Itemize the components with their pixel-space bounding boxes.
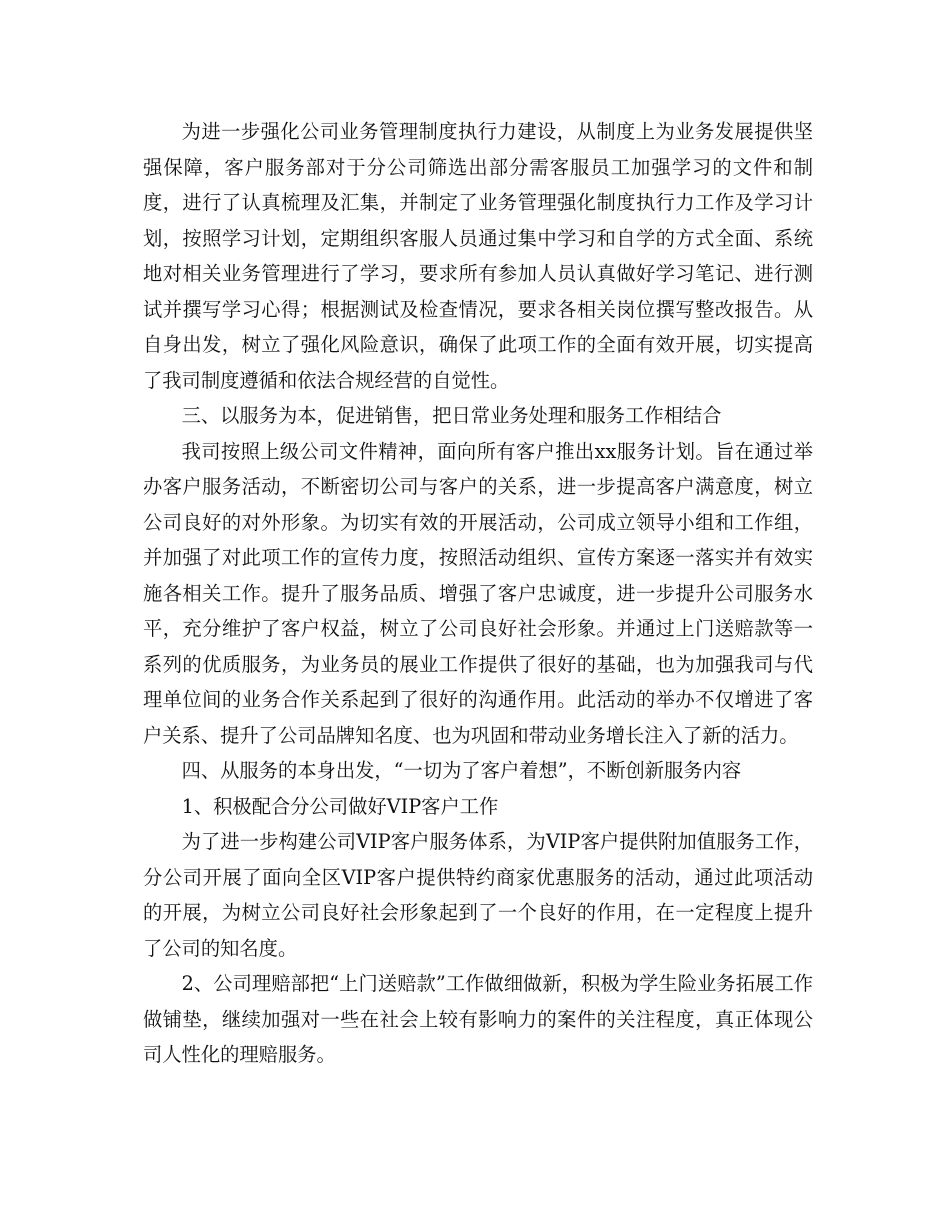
section-heading-three: 三、以服务为本，促进销售，把日常业务处理和服务工作相结合: [181, 404, 722, 427]
section-heading-four: 四、从服务的本身出发，“一切为了客户着想”，不断创新服务内容: [181, 759, 742, 782]
subheading-vip: 1、积极配合分公司做好VIP客户工作: [181, 794, 499, 818]
paragraph-claims-service: 2、公司理赔部把“上门送赔款”工作做细做新，积极为学生险业务拓展工作做铺垫，继续加强对一些在社会上较有影响力的案件的关注程度，真正体现公司人性化的理赔服务。: [143, 972, 813, 1066]
document-body: [143, 114, 813, 1073]
paragraph-service-plan: 我司按照上级公司文件精神，面向所有客户推出xx服务计划。旨在通过举办客户服务活动，不断密切公司与客户的关系，进一步提高客户满意度，树立公司良好的对外形象。为切实有效的开展活动，公司成立领导小组和工作组，并加强了对此项工作的宣传力度，按照活动组织、宣传方案逐一落实并有效实施各相关工作。提升了服务品质、增强了客户忠诚度，进一步提升公司服务水平，充分维护了客户权益，树立了公司良好社会形象。并通过上门送赔款等一系列的优质服务，为业务员的展业工作提供了很好的基础，也为加强我司与代理单位间的业务合作关系起到了很好的沟通作用。此活动的举办不仅增进了客户关系、提升了公司品牌知名度、也为巩固和带动业务增长注入了新的活力。: [143, 439, 813, 747]
paragraph-vip-service: 为了进一步构建公司VIP客户服务体系，为VIP客户提供附加值服务工作，分公司开展了面向全区VIP客户提供特约商家优惠服务的活动，通过此项活动的开展，为树立公司良好社会形象起到了一个良好的作用，在一定程度上提升了公司的知名度。: [143, 830, 813, 960]
paragraph-system-execution: 为进一步强化公司业务管理制度执行力建设，从制度上为业务发展提供坚强保障，客户服务部对于分公司筛选出部分需客服员工加强学习的文件和制度，进行了认真梳理及汇集，并制定了业务管理强化制度执行力工作及学习计划，按照学习计划，定期组织客服人员通过集中学习和自学的方式全面、系统地对相关业务管理进行了学习，要求所有参加人员认真做好学习笔记、进行测试并撰写学习心得；根据测试及检查情况，要求各相关岗位撰写整改报告。从自身出发，树立了强化风险意识，确保了此项工作的全面有效开展，切实提高了我司制度遵循和依法合规经营的自觉性。: [143, 120, 813, 392]
